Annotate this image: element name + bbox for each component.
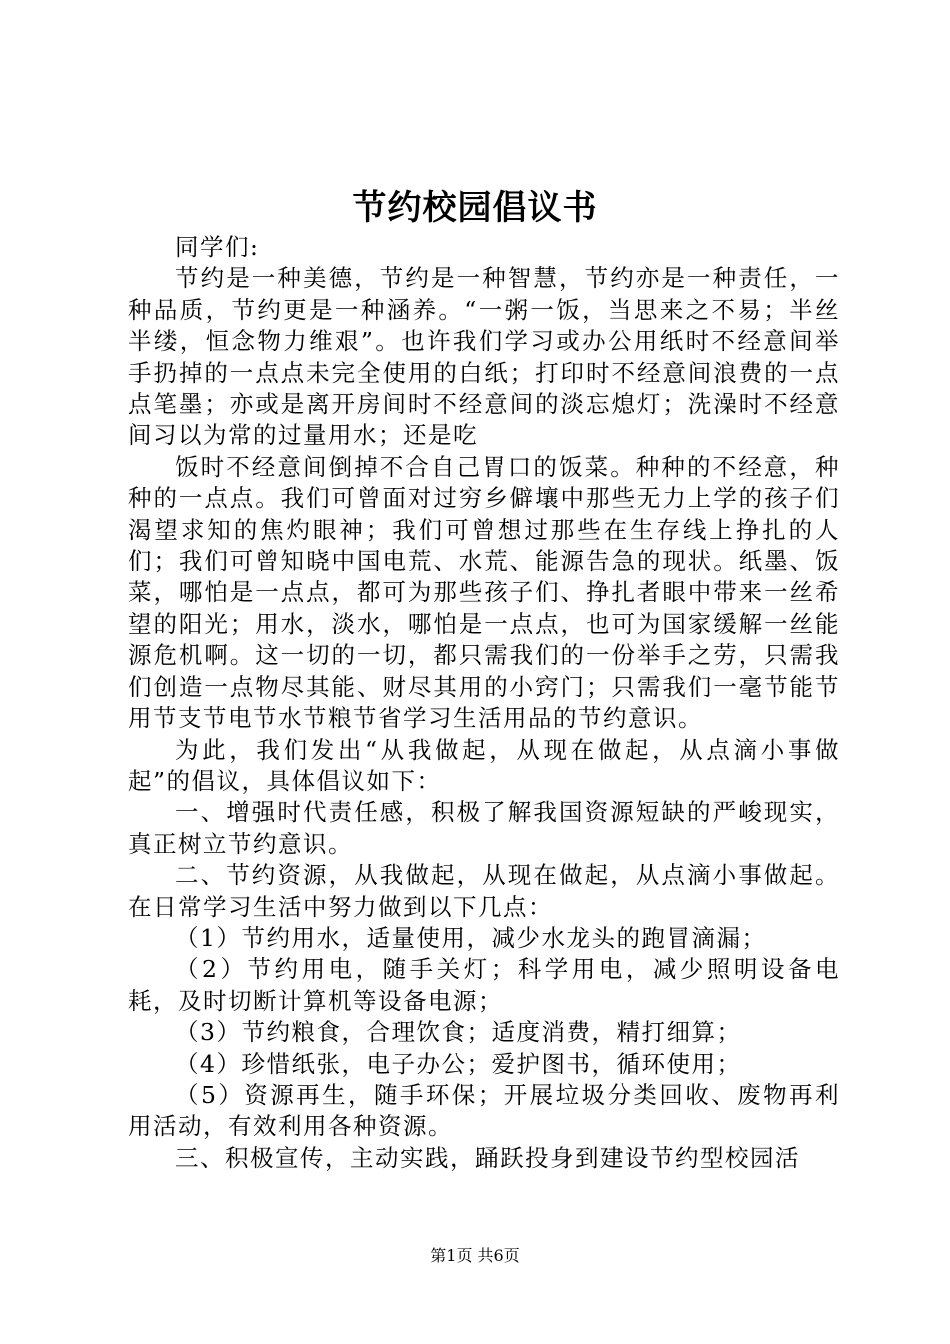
paragraph: 二、节约资源，从我做起，从现在做起，从点滴小事做起。在日常学习生活中努力做到以下几点： (128, 861, 840, 921)
list-item: （5）资源再生，随手环保；开展垃圾分类回收、废物再利用活动，有效利用各种资源。 (128, 1080, 840, 1141)
document-body (128, 232, 840, 1174)
document-title: 节约校园倡议书 (352, 188, 598, 228)
paragraph: 节约是一种美德，节约是一种智慧，节约亦是一种责任，一种品质，节约更是一种涵养。“一粥一饭，当思来之不易；半丝半缕，恒念物力维艰”。也许我们学习或办公用纸时不经意间举手扔掉的一点点未完全使用的白纸；打印时不经意间浪费的一点点笔墨；亦或是离开房间时不经意间的淡忘熄灯；洗澡时不经意间习以为常的过量用水；还是吃 (128, 264, 840, 450)
paragraph: 一、增强时代责任感，积极了解我国资源短缺的严峻现实，真正树立节约意识。 (128, 798, 840, 858)
page-footer: 第1页 共6页 (430, 1246, 520, 1265)
list-item: （4）珍惜纸张，电子办公；爱护图书，循环使用； (175, 1049, 742, 1078)
list-item: （3）节约粮食，合理饮食；适度消费，精打细算； (175, 1018, 742, 1047)
paragraph: 饭时不经意间倒掉不合自己胃口的饭菜。种种的不经意，种种的一点点。我们可曾面对过穷乡僻壤中那些无力上学的孩子们渴望求知的焦灼眼神；我们可曾想过那些在生存线上挣扎的人们；我们可曾知晓中国电荒、水荒、能源告急的现状。纸墨、饭菜，哪怕是一点点，都可为那些孩子们、挣扎者眼中带来一丝希望的阳光；用水，淡水，哪怕是一点点，也可为国家缓解一丝能源危机啊。这一切的一切，都只需我们的一份举手之劳，只需我们创造一点物尽其能、财尽其用的小窍门；只需我们一毫节能节用节支节电节水节粮节省学习生活用品的节约意识。 (128, 452, 840, 733)
list-item: （1）节约用水，适量使用，减少水龙头的跑冒滴漏； (175, 923, 767, 952)
paragraph: 为此，我们发出“从我做起，从现在做起，从点滴小事做起”的倡议，具体倡议如下： (128, 735, 840, 795)
list-item: （2）节约用电，随手关灯；科学用电，减少照明设备电耗，及时切断计算机等设备电源； (128, 955, 840, 1015)
paragraph: 三、积极宣传，主动实践，踊跃投身到建设节约型校园活 (175, 1143, 800, 1172)
salutation: 同学们: (175, 233, 260, 261)
